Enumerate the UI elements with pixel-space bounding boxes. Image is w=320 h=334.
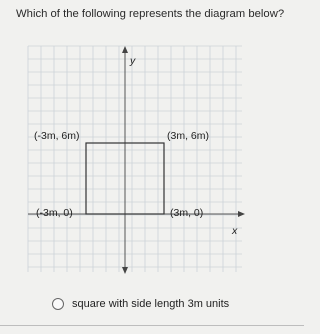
point-label-bottom-right: (3m, 0) bbox=[170, 207, 204, 219]
divider bbox=[0, 325, 304, 326]
answer-option-label: square with side length 3m units bbox=[72, 298, 230, 310]
x-axis-arrow-right bbox=[238, 211, 245, 217]
radio-button[interactable] bbox=[52, 298, 64, 310]
y-axis-arrow-down bbox=[122, 267, 128, 274]
y-axis-arrow-up bbox=[122, 46, 128, 53]
x-axis-label: x bbox=[232, 225, 238, 237]
grid bbox=[28, 46, 242, 272]
question-text: Which of the following represents the diagram below? bbox=[16, 8, 285, 20]
point-label-bottom-left: (-3m, 0) bbox=[36, 207, 73, 219]
point-label-top-left: (-3m, 6m) bbox=[34, 130, 80, 142]
point-label-top-right: (3m, 6m) bbox=[167, 130, 209, 142]
answer-option[interactable] bbox=[52, 298, 229, 310]
y-axis-label: y bbox=[130, 55, 136, 67]
